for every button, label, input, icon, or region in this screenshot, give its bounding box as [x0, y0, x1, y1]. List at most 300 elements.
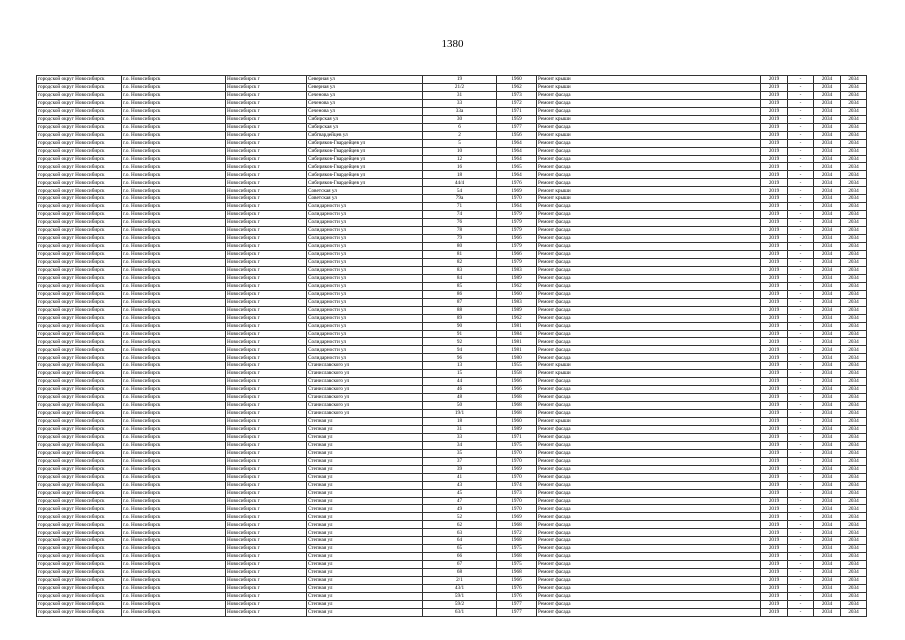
cell-region: городской округ Новосибирск — [37, 163, 122, 171]
cell-municipality: г.о. Новосибирск — [122, 457, 226, 465]
cell-start-year: 2019 — [761, 83, 788, 91]
cell-end-year: 2034 — [841, 529, 867, 537]
cell-start-year: 2019 — [761, 115, 788, 123]
cell-year-built: 1974 — [497, 481, 537, 489]
cell-plan-year: 2034 — [814, 147, 841, 155]
cell-start-year: 2019 — [761, 497, 788, 505]
cell-house-number: 63 — [423, 529, 497, 537]
cell-street: Солидарности ул — [307, 235, 423, 243]
cell-plan-year: 2034 — [814, 179, 841, 187]
cell-municipality: г.о. Новосибирск — [122, 322, 226, 330]
cell-dash: - — [788, 99, 814, 107]
cell-start-year: 2019 — [761, 227, 788, 235]
cell-city: Новосибирск г — [226, 481, 307, 489]
cell-house-number: 80 — [423, 243, 497, 251]
cell-year-built: 1977 — [497, 608, 537, 616]
cell-year-built: 1971 — [497, 433, 537, 441]
cell-year-built: 1970 — [497, 195, 537, 203]
cell-year-built: 1968 — [497, 569, 537, 577]
cell-dash: - — [788, 362, 814, 370]
cell-region: городской округ Новосибирск — [37, 481, 122, 489]
cell-start-year: 2019 — [761, 410, 788, 418]
cell-end-year: 2034 — [841, 139, 867, 147]
cell-city: Новосибирск г — [226, 386, 307, 394]
cell-start-year: 2019 — [761, 513, 788, 521]
cell-city: Новосибирск г — [226, 266, 307, 274]
cell-plan-year: 2034 — [814, 76, 841, 84]
cell-dash: - — [788, 306, 814, 314]
cell-start-year: 2019 — [761, 537, 788, 545]
cell-region: городской округ Новосибирск — [37, 227, 122, 235]
cell-end-year: 2034 — [841, 577, 867, 585]
cell-work-type: Ремонт фасада — [537, 553, 761, 561]
cell-municipality: г.о. Новосибирск — [122, 306, 226, 314]
cell-start-year: 2019 — [761, 330, 788, 338]
cell-street: Северная ул — [307, 83, 423, 91]
cell-start-year: 2019 — [761, 481, 788, 489]
cell-region: городской округ Новосибирск — [37, 441, 122, 449]
cell-end-year: 2034 — [841, 521, 867, 529]
cell-street: Степная ул — [307, 585, 423, 593]
cell-region: городской округ Новосибирск — [37, 577, 122, 585]
cell-municipality: г.о. Новосибирск — [122, 521, 226, 529]
cell-year-built: 1960 — [497, 417, 537, 425]
cell-region: городской округ Новосибирск — [37, 155, 122, 163]
cell-year-built: 1981 — [497, 338, 537, 346]
cell-dash: - — [788, 163, 814, 171]
cell-year-built: 1973 — [497, 91, 537, 99]
cell-house-number: 13 — [423, 362, 497, 370]
table-row — [37, 569, 867, 577]
cell-end-year: 2034 — [841, 322, 867, 330]
table-row — [37, 115, 867, 123]
cell-house-number: 87 — [423, 298, 497, 306]
cell-plan-year: 2034 — [814, 99, 841, 107]
cell-municipality: г.о. Новосибирск — [122, 155, 226, 163]
cell-region: городской округ Новосибирск — [37, 585, 122, 593]
cell-dash: - — [788, 187, 814, 195]
cell-year-built: 1968 — [497, 553, 537, 561]
cell-end-year: 2034 — [841, 290, 867, 298]
cell-city: Новосибирск г — [226, 449, 307, 457]
cell-municipality: г.о. Новосибирск — [122, 99, 226, 107]
table-row — [37, 338, 867, 346]
cell-plan-year: 2034 — [814, 378, 841, 386]
cell-street: Степная ул — [307, 577, 423, 585]
table-row — [37, 362, 867, 370]
cell-city: Новосибирск г — [226, 600, 307, 608]
table-row — [37, 99, 867, 107]
cell-municipality: г.о. Новосибирск — [122, 370, 226, 378]
cell-work-type: Ремонт крыши — [537, 417, 761, 425]
cell-street: Степная ул — [307, 433, 423, 441]
cell-city: Новосибирск г — [226, 306, 307, 314]
cell-house-number: 41 — [423, 473, 497, 481]
cell-plan-year: 2034 — [814, 290, 841, 298]
cell-plan-year: 2034 — [814, 171, 841, 179]
cell-street: Степная ул — [307, 529, 423, 537]
cell-city: Новосибирск г — [226, 115, 307, 123]
cell-end-year: 2034 — [841, 569, 867, 577]
cell-start-year: 2019 — [761, 123, 788, 131]
table-row — [37, 346, 867, 354]
cell-municipality: г.о. Новосибирск — [122, 243, 226, 251]
cell-work-type: Ремонт фасада — [537, 139, 761, 147]
cell-work-type: Ремонт фасада — [537, 561, 761, 569]
cell-city: Новосибирск г — [226, 195, 307, 203]
cell-start-year: 2019 — [761, 171, 788, 179]
cell-municipality: г.о. Новосибирск — [122, 473, 226, 481]
cell-plan-year: 2034 — [814, 115, 841, 123]
cell-year-built: 1969 — [497, 513, 537, 521]
cell-street: Солидарности ул — [307, 219, 423, 227]
cell-start-year: 2019 — [761, 139, 788, 147]
cell-street: Станиславского ул — [307, 386, 423, 394]
cell-house-number: 33 — [423, 433, 497, 441]
cell-end-year: 2034 — [841, 131, 867, 139]
cell-municipality: г.о. Новосибирск — [122, 76, 226, 84]
cell-street: Степная ул — [307, 449, 423, 457]
cell-region: городской округ Новосибирск — [37, 394, 122, 402]
cell-region: городской округ Новосибирск — [37, 243, 122, 251]
cell-house-number: 59/2 — [423, 600, 497, 608]
cell-dash: - — [788, 203, 814, 211]
cell-plan-year: 2034 — [814, 569, 841, 577]
cell-house-number: 19 — [423, 76, 497, 84]
cell-end-year: 2034 — [841, 250, 867, 258]
cell-plan-year: 2034 — [814, 362, 841, 370]
cell-start-year: 2019 — [761, 282, 788, 290]
table-row — [37, 561, 867, 569]
cell-work-type: Ремонт фасада — [537, 481, 761, 489]
cell-region: городской округ Новосибирск — [37, 322, 122, 330]
cell-street: Солидарности ул — [307, 250, 423, 258]
cell-region: городской округ Новосибирск — [37, 171, 122, 179]
cell-plan-year: 2034 — [814, 155, 841, 163]
cell-street: Солидарности ул — [307, 227, 423, 235]
cell-region: городской округ Новосибирск — [37, 410, 122, 418]
table-row — [37, 608, 867, 616]
cell-work-type: Ремонт фасада — [537, 433, 761, 441]
cell-start-year: 2019 — [761, 250, 788, 258]
cell-end-year: 2034 — [841, 592, 867, 600]
cell-work-type: Ремонт фасада — [537, 505, 761, 513]
cell-work-type: Ремонт фасада — [537, 99, 761, 107]
cell-street: Сибиряков-Гвардейцев ул — [307, 147, 423, 155]
cell-plan-year: 2034 — [814, 600, 841, 608]
cell-year-built: 1970 — [497, 505, 537, 513]
cell-house-number: 96 — [423, 354, 497, 362]
cell-dash: - — [788, 489, 814, 497]
cell-plan-year: 2034 — [814, 282, 841, 290]
cell-municipality: г.о. Новосибирск — [122, 561, 226, 569]
cell-municipality: г.о. Новосибирск — [122, 139, 226, 147]
cell-city: Новосибирск г — [226, 553, 307, 561]
cell-year-built: 1966 — [497, 577, 537, 585]
cell-street: Станиславского ул — [307, 394, 423, 402]
table-row — [37, 219, 867, 227]
table-row — [37, 585, 867, 593]
cell-region: городской округ Новосибирск — [37, 123, 122, 131]
table-row — [37, 394, 867, 402]
cell-municipality: г.о. Новосибирск — [122, 290, 226, 298]
cell-region: городской округ Новосибирск — [37, 386, 122, 394]
cell-start-year: 2019 — [761, 131, 788, 139]
cell-plan-year: 2034 — [814, 521, 841, 529]
cell-city: Новосибирск г — [226, 282, 307, 290]
cell-municipality: г.о. Новосибирск — [122, 195, 226, 203]
cell-plan-year: 2034 — [814, 298, 841, 306]
cell-plan-year: 2034 — [814, 473, 841, 481]
cell-work-type: Ремонт крыши — [537, 195, 761, 203]
table-row — [37, 76, 867, 84]
cell-end-year: 2034 — [841, 402, 867, 410]
table-row — [37, 243, 867, 251]
table-row — [37, 449, 867, 457]
cell-year-built: 1966 — [497, 386, 537, 394]
cell-region: городской округ Новосибирск — [37, 433, 122, 441]
cell-region: городской округ Новосибирск — [37, 354, 122, 362]
cell-plan-year: 2034 — [814, 481, 841, 489]
table-row — [37, 465, 867, 473]
cell-plan-year: 2034 — [814, 354, 841, 362]
cell-start-year: 2019 — [761, 489, 788, 497]
cell-street: Сибирская ул — [307, 123, 423, 131]
cell-street: Советская ул — [307, 195, 423, 203]
cell-city: Новосибирск г — [226, 577, 307, 585]
cell-street: Солидарности ул — [307, 306, 423, 314]
table-row — [37, 386, 867, 394]
cell-municipality: г.о. Новосибирск — [122, 330, 226, 338]
cell-street: Солидарности ул — [307, 243, 423, 251]
cell-house-number: 63/1 — [423, 608, 497, 616]
cell-municipality: г.о. Новосибирск — [122, 346, 226, 354]
cell-municipality: г.о. Новосибирск — [122, 258, 226, 266]
table-row — [37, 537, 867, 545]
cell-year-built: 1964 — [497, 139, 537, 147]
cell-end-year: 2034 — [841, 465, 867, 473]
cell-end-year: 2034 — [841, 513, 867, 521]
cell-house-number: 44 — [423, 378, 497, 386]
cell-municipality: г.о. Новосибирск — [122, 282, 226, 290]
table-row — [37, 123, 867, 131]
cell-house-number: 30 — [423, 115, 497, 123]
cell-end-year: 2034 — [841, 306, 867, 314]
cell-start-year: 2019 — [761, 441, 788, 449]
cell-region: городской округ Новосибирск — [37, 608, 122, 616]
cell-street: Солидарности ул — [307, 266, 423, 274]
cell-start-year: 2019 — [761, 155, 788, 163]
cell-plan-year: 2034 — [814, 553, 841, 561]
cell-start-year: 2019 — [761, 211, 788, 219]
table-row — [37, 282, 867, 290]
cell-municipality: г.о. Новосибирск — [122, 362, 226, 370]
cell-city: Новосибирск г — [226, 250, 307, 258]
cell-municipality: г.о. Новосибирск — [122, 553, 226, 561]
table-row — [37, 203, 867, 211]
cell-plan-year: 2034 — [814, 441, 841, 449]
cell-plan-year: 2034 — [814, 227, 841, 235]
cell-start-year: 2019 — [761, 354, 788, 362]
cell-plan-year: 2034 — [814, 203, 841, 211]
cell-start-year: 2019 — [761, 314, 788, 322]
cell-year-built: 1972 — [497, 529, 537, 537]
cell-region: городской округ Новосибирск — [37, 529, 122, 537]
cell-house-number: 2/1 — [423, 577, 497, 585]
cell-dash: - — [788, 346, 814, 354]
cell-street: Степная ул — [307, 417, 423, 425]
cell-plan-year: 2034 — [814, 577, 841, 585]
cell-municipality: г.о. Новосибирск — [122, 449, 226, 457]
cell-dash: - — [788, 195, 814, 203]
cell-city: Новосибирск г — [226, 338, 307, 346]
cell-street: Советская ул — [307, 187, 423, 195]
cell-plan-year: 2034 — [814, 322, 841, 330]
table-row — [37, 457, 867, 465]
cell-street: Степная ул — [307, 553, 423, 561]
cell-city: Новосибирск г — [226, 131, 307, 139]
cell-plan-year: 2034 — [814, 592, 841, 600]
cell-dash: - — [788, 561, 814, 569]
cell-start-year: 2019 — [761, 521, 788, 529]
cell-start-year: 2019 — [761, 76, 788, 84]
cell-city: Новосибирск г — [226, 513, 307, 521]
cell-dash: - — [788, 83, 814, 91]
cell-house-number: 43/1 — [423, 585, 497, 593]
cell-end-year: 2034 — [841, 274, 867, 282]
cell-end-year: 2034 — [841, 298, 867, 306]
cell-start-year: 2019 — [761, 592, 788, 600]
cell-dash: - — [788, 585, 814, 593]
cell-municipality: г.о. Новосибирск — [122, 227, 226, 235]
cell-region: городской округ Новосибирск — [37, 99, 122, 107]
cell-city: Новосибирск г — [226, 489, 307, 497]
cell-municipality: г.о. Новосибирск — [122, 417, 226, 425]
cell-city: Новосибирск г — [226, 394, 307, 402]
cell-house-number: 16 — [423, 163, 497, 171]
cell-start-year: 2019 — [761, 187, 788, 195]
cell-street: Солидарности ул — [307, 290, 423, 298]
cell-dash: - — [788, 155, 814, 163]
cell-year-built: 1981 — [497, 346, 537, 354]
cell-year-built: 1968 — [497, 402, 537, 410]
cell-municipality: г.о. Новосибирск — [122, 529, 226, 537]
cell-work-type: Ремонт фасада — [537, 243, 761, 251]
cell-end-year: 2034 — [841, 505, 867, 513]
cell-year-built: 1977 — [497, 123, 537, 131]
cell-end-year: 2034 — [841, 545, 867, 553]
cell-dash: - — [788, 298, 814, 306]
cell-region: городской округ Новосибирск — [37, 592, 122, 600]
table-row — [37, 521, 867, 529]
cell-work-type: Ремонт фасада — [537, 346, 761, 354]
cell-street: Степная ул — [307, 457, 423, 465]
cell-plan-year: 2034 — [814, 457, 841, 465]
cell-municipality: г.о. Новосибирск — [122, 123, 226, 131]
cell-end-year: 2034 — [841, 211, 867, 219]
table-row — [37, 473, 867, 481]
cell-year-built: 1979 — [497, 227, 537, 235]
cell-region: городской округ Новосибирск — [37, 195, 122, 203]
cell-dash: - — [788, 211, 814, 219]
table-row — [37, 354, 867, 362]
cell-start-year: 2019 — [761, 163, 788, 171]
cell-dash: - — [788, 378, 814, 386]
cell-region: городской округ Новосибирск — [37, 330, 122, 338]
cell-work-type: Ремонт фасада — [537, 211, 761, 219]
cell-dash: - — [788, 330, 814, 338]
cell-municipality: г.о. Новосибирск — [122, 171, 226, 179]
cell-city: Новосибирск г — [226, 378, 307, 386]
cell-plan-year: 2034 — [814, 123, 841, 131]
cell-house-number: 67 — [423, 561, 497, 569]
table-row — [37, 163, 867, 171]
cell-dash: - — [788, 227, 814, 235]
cell-plan-year: 2034 — [814, 306, 841, 314]
cell-end-year: 2034 — [841, 449, 867, 457]
cell-plan-year: 2034 — [814, 449, 841, 457]
cell-start-year: 2019 — [761, 243, 788, 251]
cell-street: Солидарности ул — [307, 314, 423, 322]
cell-work-type: Ремонт фасада — [537, 282, 761, 290]
cell-work-type: Ремонт фасада — [537, 569, 761, 577]
table-row — [37, 131, 867, 139]
cell-work-type: Ремонт фасада — [537, 441, 761, 449]
cell-house-number: 94 — [423, 346, 497, 354]
cell-plan-year: 2034 — [814, 258, 841, 266]
cell-start-year: 2019 — [761, 473, 788, 481]
cell-house-number: 5 — [423, 139, 497, 147]
cell-house-number: 18 — [423, 417, 497, 425]
cell-municipality: г.о. Новосибирск — [122, 481, 226, 489]
cell-street: Солидарности ул — [307, 282, 423, 290]
table-row — [37, 290, 867, 298]
cell-city: Новосибирск г — [226, 473, 307, 481]
cell-dash: - — [788, 577, 814, 585]
cell-work-type: Ремонт фасада — [537, 163, 761, 171]
cell-dash: - — [788, 266, 814, 274]
cell-year-built: 1968 — [497, 537, 537, 545]
cell-end-year: 2034 — [841, 91, 867, 99]
cell-city: Новосибирск г — [226, 211, 307, 219]
cell-plan-year: 2034 — [814, 529, 841, 537]
cell-city: Новосибирск г — [226, 123, 307, 131]
cell-end-year: 2034 — [841, 235, 867, 243]
cell-start-year: 2019 — [761, 258, 788, 266]
cell-dash: - — [788, 592, 814, 600]
cell-street: Степная ул — [307, 505, 423, 513]
cell-house-number: 49 — [423, 505, 497, 513]
cell-municipality: г.о. Новосибирск — [122, 115, 226, 123]
cell-work-type: Ремонт фасада — [537, 330, 761, 338]
cell-street: Солидарности ул — [307, 274, 423, 282]
cell-house-number: 35 — [423, 449, 497, 457]
cell-work-type: Ремонт фасада — [537, 250, 761, 258]
cell-region: городской округ Новосибирск — [37, 362, 122, 370]
cell-work-type: Ремонт фасада — [537, 227, 761, 235]
cell-house-number: 54 — [423, 187, 497, 195]
cell-region: городской округ Новосибирск — [37, 489, 122, 497]
cell-city: Новосибирск г — [226, 457, 307, 465]
cell-year-built: 1981 — [497, 322, 537, 330]
cell-plan-year: 2034 — [814, 410, 841, 418]
cell-end-year: 2034 — [841, 394, 867, 402]
cell-street: Степная ул — [307, 513, 423, 521]
cell-dash: - — [788, 529, 814, 537]
cell-start-year: 2019 — [761, 266, 788, 274]
cell-street: Станиславского ул — [307, 370, 423, 378]
cell-street: Солидарности ул — [307, 354, 423, 362]
